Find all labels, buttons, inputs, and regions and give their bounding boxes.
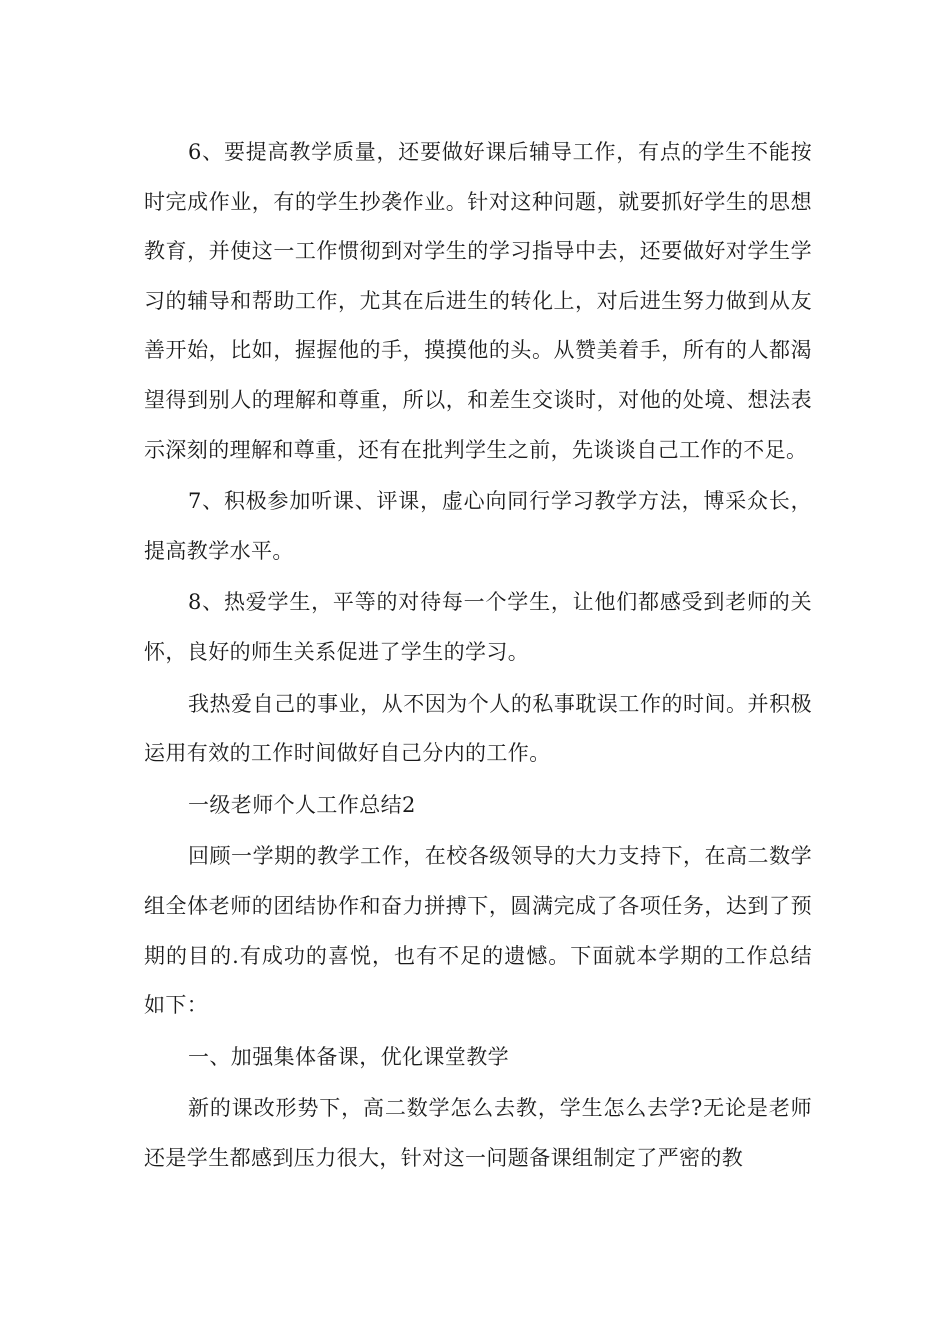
subsection-heading: 一、加强集体备课，优化课堂教学: [188, 1044, 509, 1069]
paragraph-new-curriculum: 新的课改形势下，高二数学怎么去教，学生怎么去学?无论是老师还是学生都感到压力很大，针对这一问题备课组制定了严密的教: [144, 1096, 812, 1170]
paragraph-review: 回顾一学期的教学工作，在校各级领导的大力支持下，在高二数学组全体老师的团结协作和奋力拼搏下，圆满完成了各项任务，达到了预期的目的.有成功的喜悦，也有不足的遗憾。下面就本学期的工作总结如下：: [144, 844, 812, 1018]
paragraph-closing: 我热爱自己的事业，从不因为个人的私事耽误工作的时间。并积极运用有效的工作时间做好自己分内的工作。: [144, 691, 812, 766]
paragraph-item-7: 7、积极参加听课、评课，虚心向同行学习教学方法，博采众长，提高教学水平。: [144, 489, 812, 563]
paragraph-item-6: 6、要提高教学质量，还要做好课后辅导工作，有点的学生不能按时完成作业，有的学生抄袭作业。针对这种问题，就要抓好学生的思想教育，并使这一工作惯彻到对学生的学习指导中去，还要做好对学生学习的辅导和帮助工作，尤其在后进生的转化上，对后进生努力做到从友善开始，比如，握握他的手，摸摸他的头。从赞美着手，所有的人都渴望得到别人的理解和尊重，所以，和差生交谈时，对他的处境、想法表示深刻的理解和尊重，还有在批判学生之前，先谈谈自己工作的不足。: [144, 140, 812, 462]
document-body: [144, 128, 812, 1185]
section-title: 一级老师个人工作总结2: [188, 792, 416, 817]
paragraph-item-8: 8、热爱学生，平等的对待每一个学生，让他们都感受到老师的关怀，良好的师生关系促进了学生的学习。: [144, 590, 812, 664]
